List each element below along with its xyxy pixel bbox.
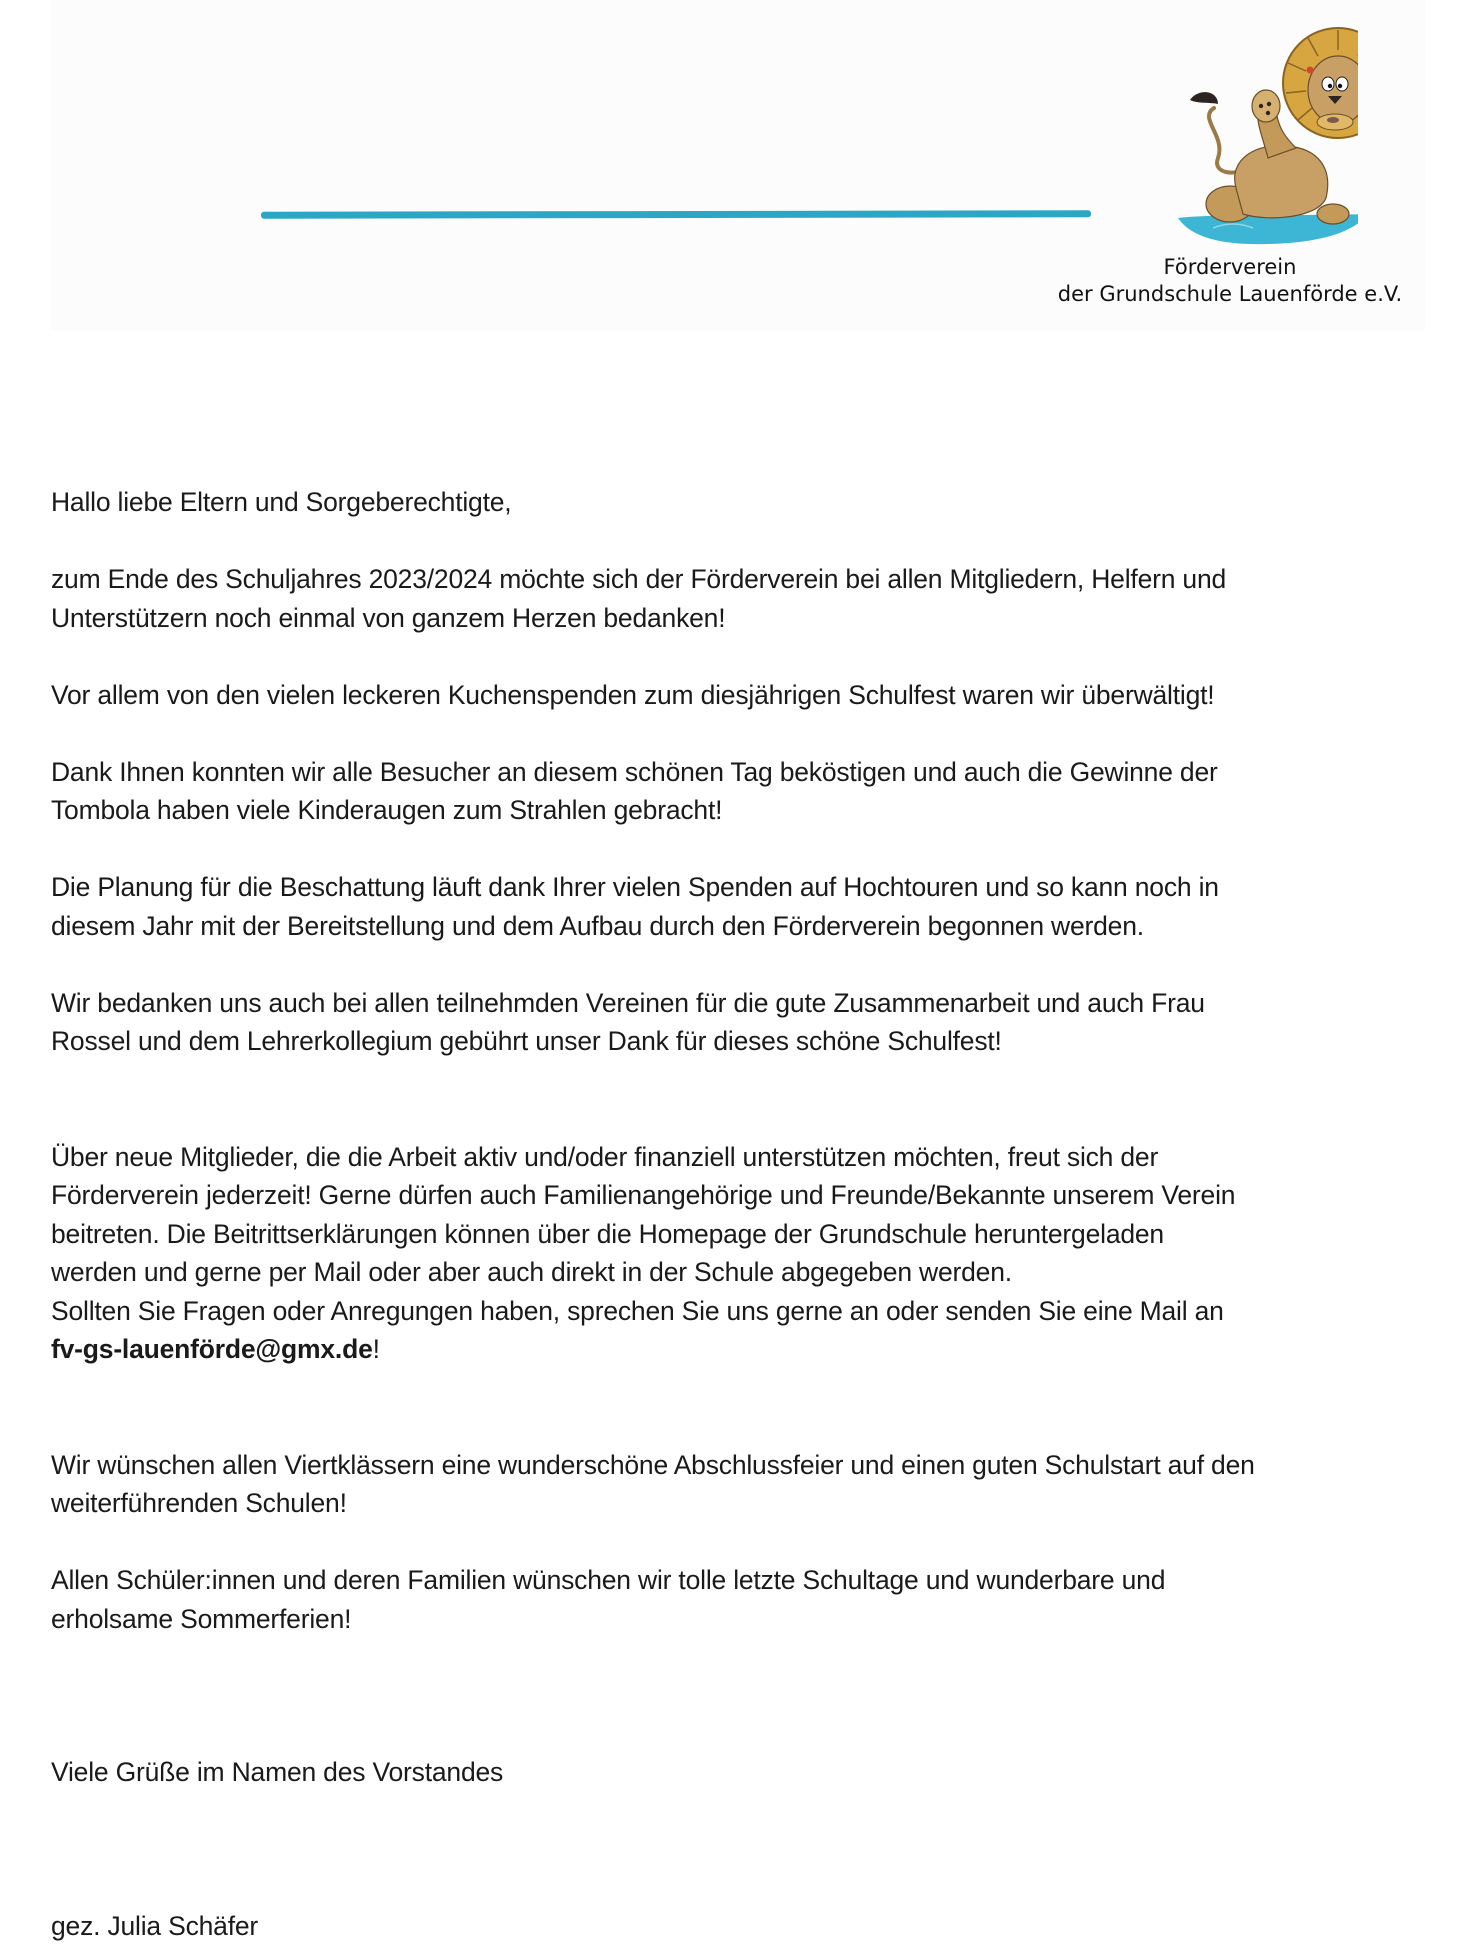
text-line: beitreten. Die Beitrittserklärungen können über die Homepage der Grundschule heruntergeladen xyxy=(51,1215,1451,1254)
text-line: Dank Ihnen konnten wir alle Besucher an diesem schönen Tag beköstigen und auch die Gewinne der xyxy=(51,753,1451,792)
text-line: Rossel und dem Lehrerkollegium gebührt unser Dank für dieses schöne Schulfest! xyxy=(51,1022,1451,1061)
paragraph-shading-planning xyxy=(51,868,1451,945)
text-line: Vor allem von den vielen leckeren Kuchenspenden zum diesjährigen Schulfest waren wir überwältigt! xyxy=(51,676,1451,715)
greeting: Hallo liebe Eltern und Sorgeberechtigte, xyxy=(51,483,1451,522)
text-line: Förderverein jederzeit! Gerne dürfen auch Familienangehörige und Freunde/Bekannte unserem Verein xyxy=(51,1176,1451,1215)
text-line: Wir wünschen allen Viertklässern eine wunderschöne Abschlussfeier und einen guten Schulstart auf den xyxy=(51,1446,1451,1485)
text-line: zum Ende des Schuljahres 2023/2024 möchte sich der Förderverein bei allen Mitgliedern, Helfern und xyxy=(51,560,1451,599)
text-line: weiterführenden Schulen! xyxy=(51,1484,1451,1523)
text-line: Die Planung für die Beschattung läuft dank Ihrer vielen Spenden auf Hochtouren und so kann noch in xyxy=(51,868,1451,907)
text-line: diesem Jahr mit der Bereitstellung und dem Aufbau durch den Förderverein begonnen werden. xyxy=(51,907,1451,946)
paragraph-fourth-graders xyxy=(51,1446,1451,1523)
text-line: Wir bedanken uns auch bei allen teilnehmden Vereinen für die gute Zusammenarbeit und auch Frau xyxy=(51,984,1451,1023)
letter-body xyxy=(51,483,1451,1945)
text-line: erholsame Sommerferien! xyxy=(51,1600,1451,1639)
text-line: Allen Schüler:innen und deren Familien wünschen wir tolle letzte Schultage und wunderbare und xyxy=(51,1561,1451,1600)
letterhead xyxy=(50,0,1425,330)
signature: gez. Julia Schäfer xyxy=(51,1907,1451,1945)
email-line xyxy=(51,1330,1451,1369)
text-line: Unterstützern noch einmal von ganzem Herzen bedanken! xyxy=(51,599,1451,638)
paragraph-associations-thanks xyxy=(51,984,1451,1061)
organization-name-line1: Förderverein xyxy=(1010,254,1450,281)
text-line: Über neue Mitglieder, die die Arbeit aktiv und/oder finanziell unterstützen möchten, freut sich der xyxy=(51,1138,1451,1177)
organization-name xyxy=(1010,254,1450,308)
organization-name-line2: der Grundschule Lauenförde e.V. xyxy=(1010,281,1450,308)
paragraph-summer-wishes xyxy=(51,1561,1451,1638)
lion-mascot-icon xyxy=(1118,18,1358,248)
paragraph-visitors-tombola xyxy=(51,753,1451,830)
accent-line xyxy=(261,210,1091,218)
closing: Viele Grüße im Namen des Vorstandes xyxy=(51,1753,1451,1792)
text-line: werden und gerne per Mail oder aber auch direkt in der Schule abgegeben werden. xyxy=(51,1253,1451,1292)
paragraph-new-members xyxy=(51,1138,1451,1369)
text-line: Tombola haben viele Kinderaugen zum Strahlen gebracht! xyxy=(51,791,1451,830)
email-suffix: ! xyxy=(373,1334,380,1364)
paragraph-thanks xyxy=(51,560,1451,637)
paragraph-cake-donations xyxy=(51,676,1451,715)
text-line: Sollten Sie Fragen oder Anregungen haben, sprechen Sie uns gerne an oder senden Sie eine Mail an xyxy=(51,1292,1451,1331)
email-link[interactable]: fv-gs-lauenförde@gmx.de xyxy=(51,1334,373,1364)
